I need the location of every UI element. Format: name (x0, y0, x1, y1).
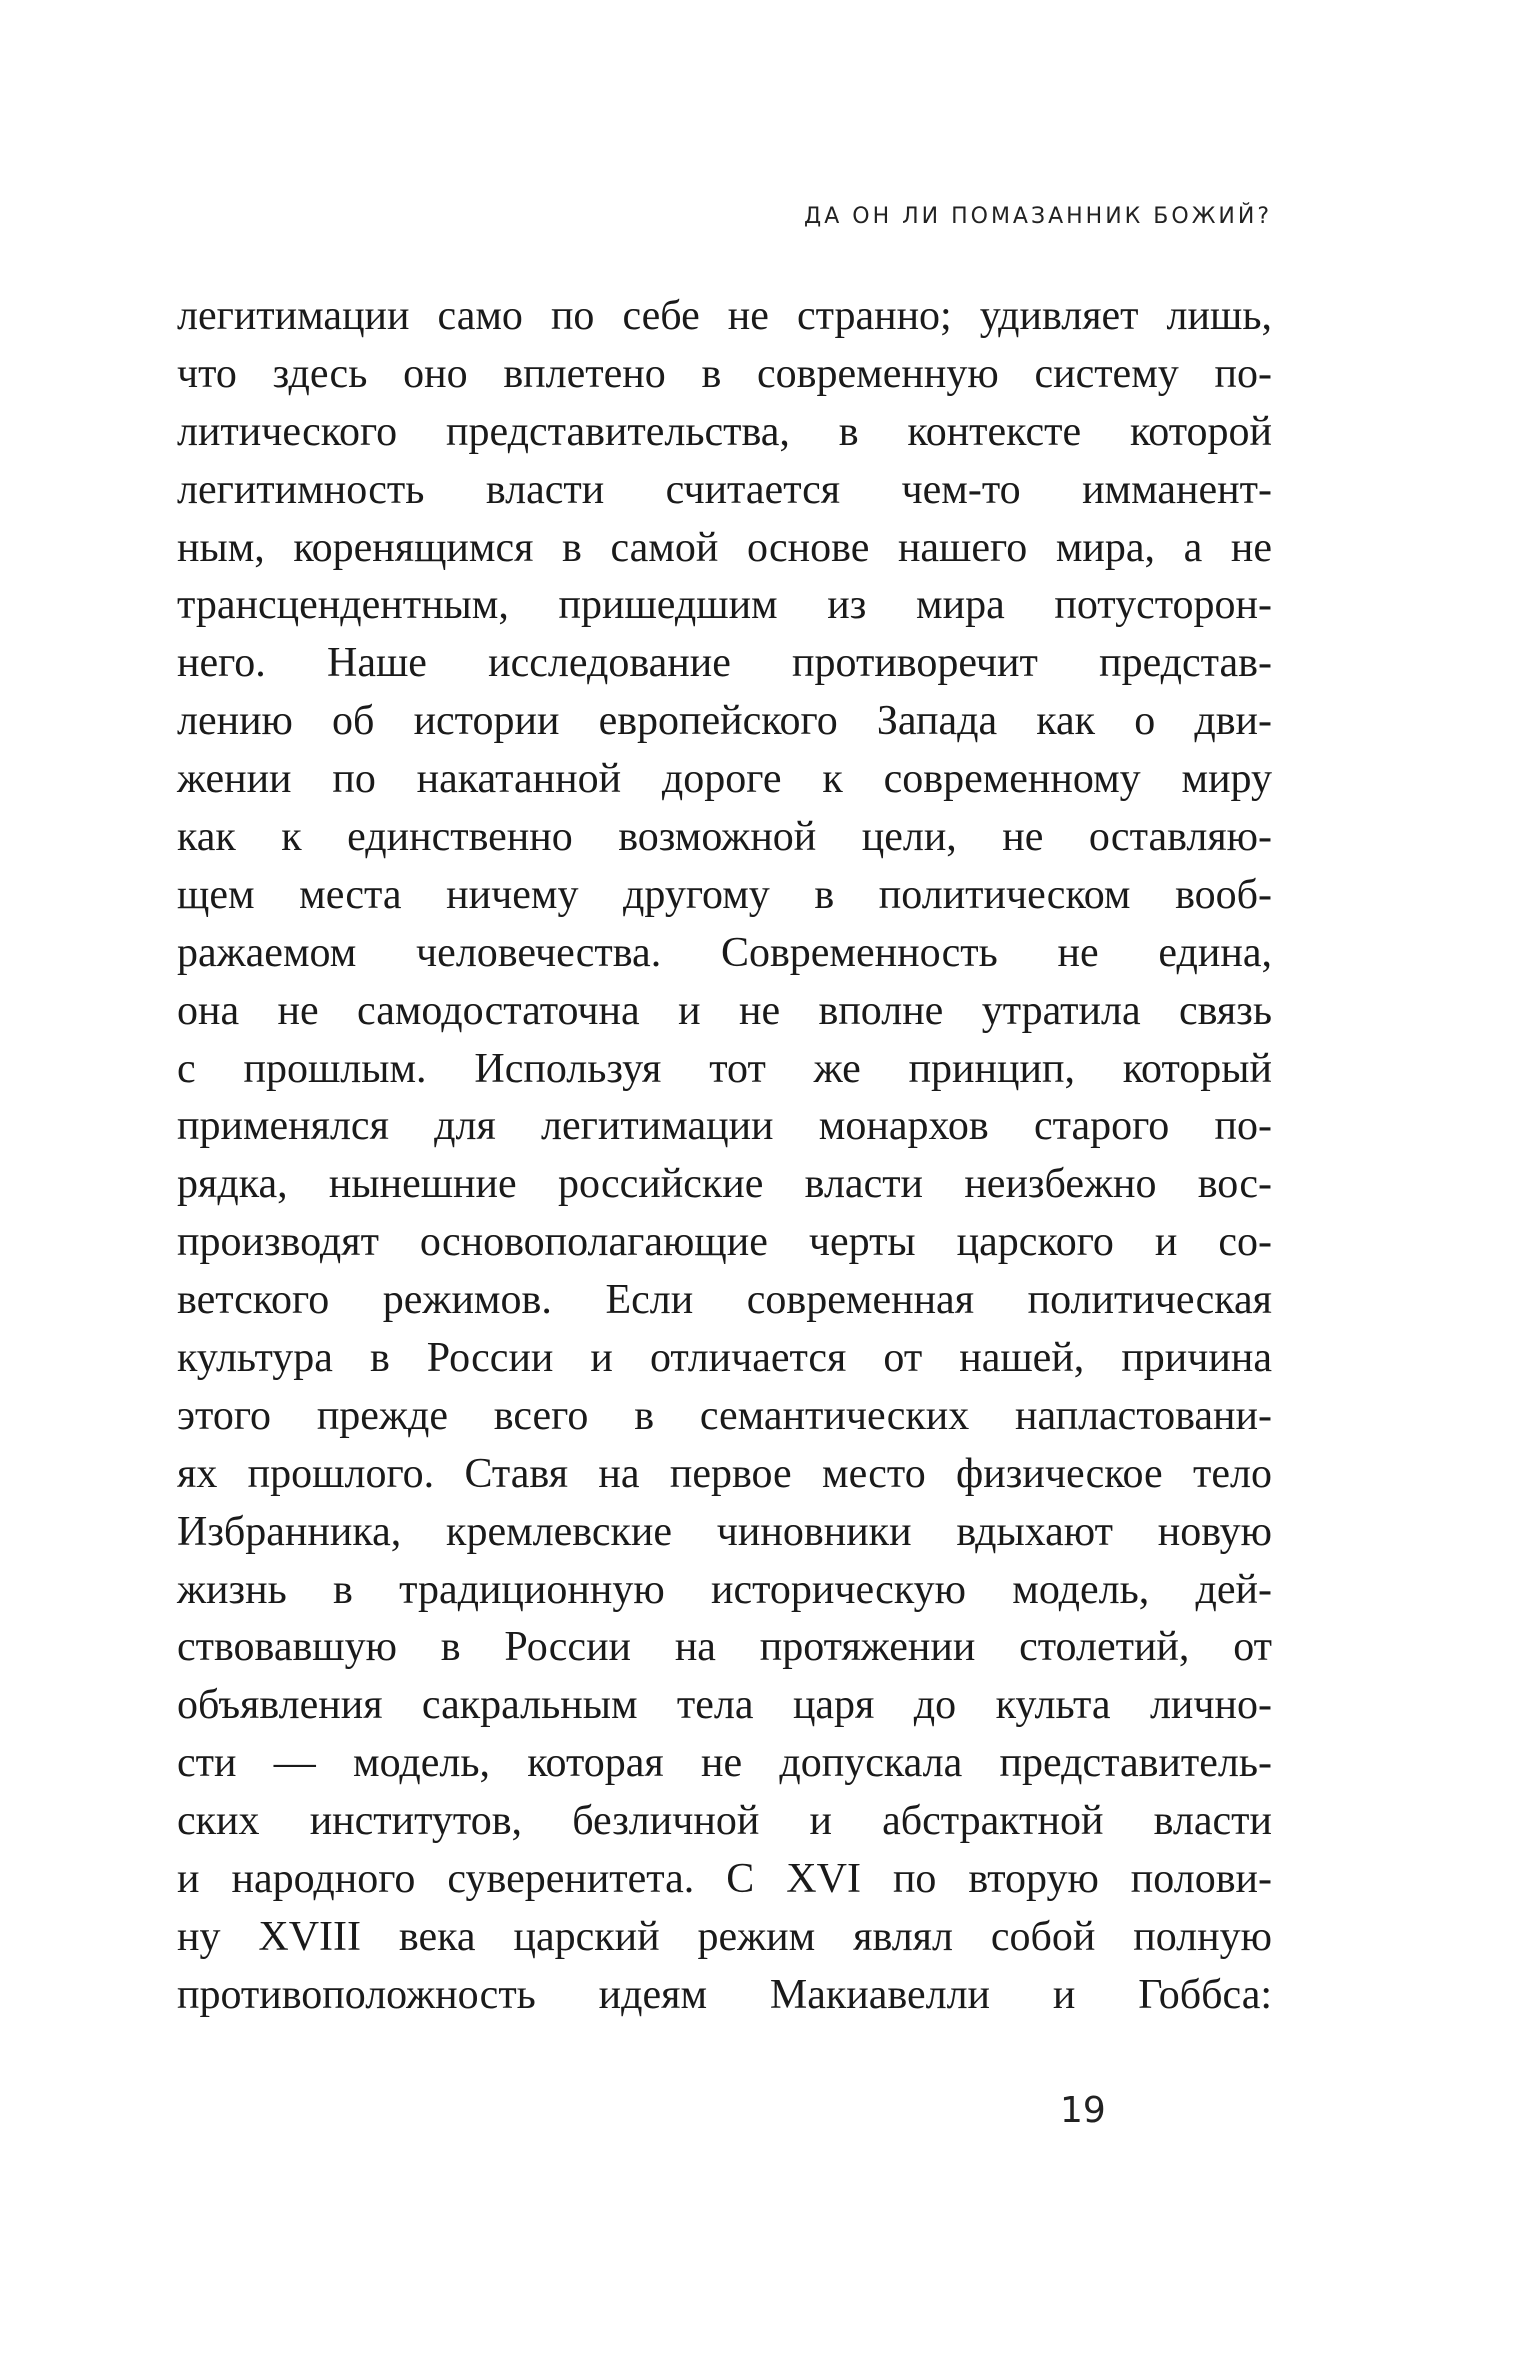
text-line: сти — модель, которая не допускала представитель- (177, 1740, 1272, 1787)
text-line: этого прежде всего в семантических напластовани- (177, 1392, 1272, 1439)
text-line: как к единственно возможной цели, не оставляю- (177, 814, 1272, 861)
text-line: применялся для легитимации монархов старого по- (177, 1103, 1272, 1150)
text-line: с прошлым. Используя тот же принцип, который (177, 1045, 1272, 1092)
text-line: ских институтов, безличной и абстрактной власти (177, 1798, 1272, 1845)
text-line: ях прошлого. Ставя на первое место физическое тело (177, 1450, 1272, 1497)
text-line: объявления сакральным тела царя до культа лично- (177, 1682, 1272, 1729)
text-line: что здесь оно вплетено в современную систему по- (177, 350, 1272, 397)
text-line: трансцендентным, пришедшим из мира потусторон- (177, 582, 1272, 629)
text-line: ну XVIII века царский режим являл собой полную (177, 1913, 1272, 1960)
text-line: Избранника, кремлевские чиновники вдыхают новую (177, 1508, 1272, 1555)
text-line: рядка, нынешние российские власти неизбежно вос- (177, 1161, 1272, 1208)
text-line: ветского режимов. Если современная политическая (177, 1277, 1272, 1324)
text-line: литического представительства, в контексте которой (177, 408, 1272, 455)
text-line: легитимность власти считается чем-то имманент- (177, 466, 1272, 513)
text-line: ным, коренящимся в самой основе нашего мира, а не (177, 524, 1272, 571)
text-line: она не самодостаточна и не вполне утратила связь (177, 987, 1272, 1034)
text-line: него. Наше исследование противоречит представ- (177, 640, 1272, 687)
text-line: щем места ничему другому в политическом вооб- (177, 871, 1272, 918)
text-line: ствовавшую в России на протяжении столетий, от (177, 1624, 1272, 1671)
text-line: жении по накатанной дороге к современному миру (177, 756, 1272, 803)
text-line: легитимации само по себе не странно; удивляет лишь, (177, 293, 1272, 339)
page-number: 19 (1060, 2090, 1106, 2131)
text-line: производят основополагающие черты царского и со- (177, 1219, 1272, 1266)
text-line: жизнь в традиционную историческую модель, дей- (177, 1566, 1272, 1613)
running-head: ДА ОН ЛИ ПОМАЗАННИК БОЖИЙ? (804, 204, 1272, 229)
text-line: ражаемом человечества. Современность не едина, (177, 929, 1272, 976)
text-line: противоположность идеям Макиавелли и Гоббса: (177, 1971, 1272, 2018)
body-text (177, 288, 1272, 2025)
text-line: лению об истории европейского Запада как о дви- (177, 698, 1272, 745)
text-line: и народного суверенитета. С XVI по вторую полови- (177, 1856, 1272, 1903)
text-line: культура в России и отличается от нашей, причина (177, 1335, 1272, 1382)
